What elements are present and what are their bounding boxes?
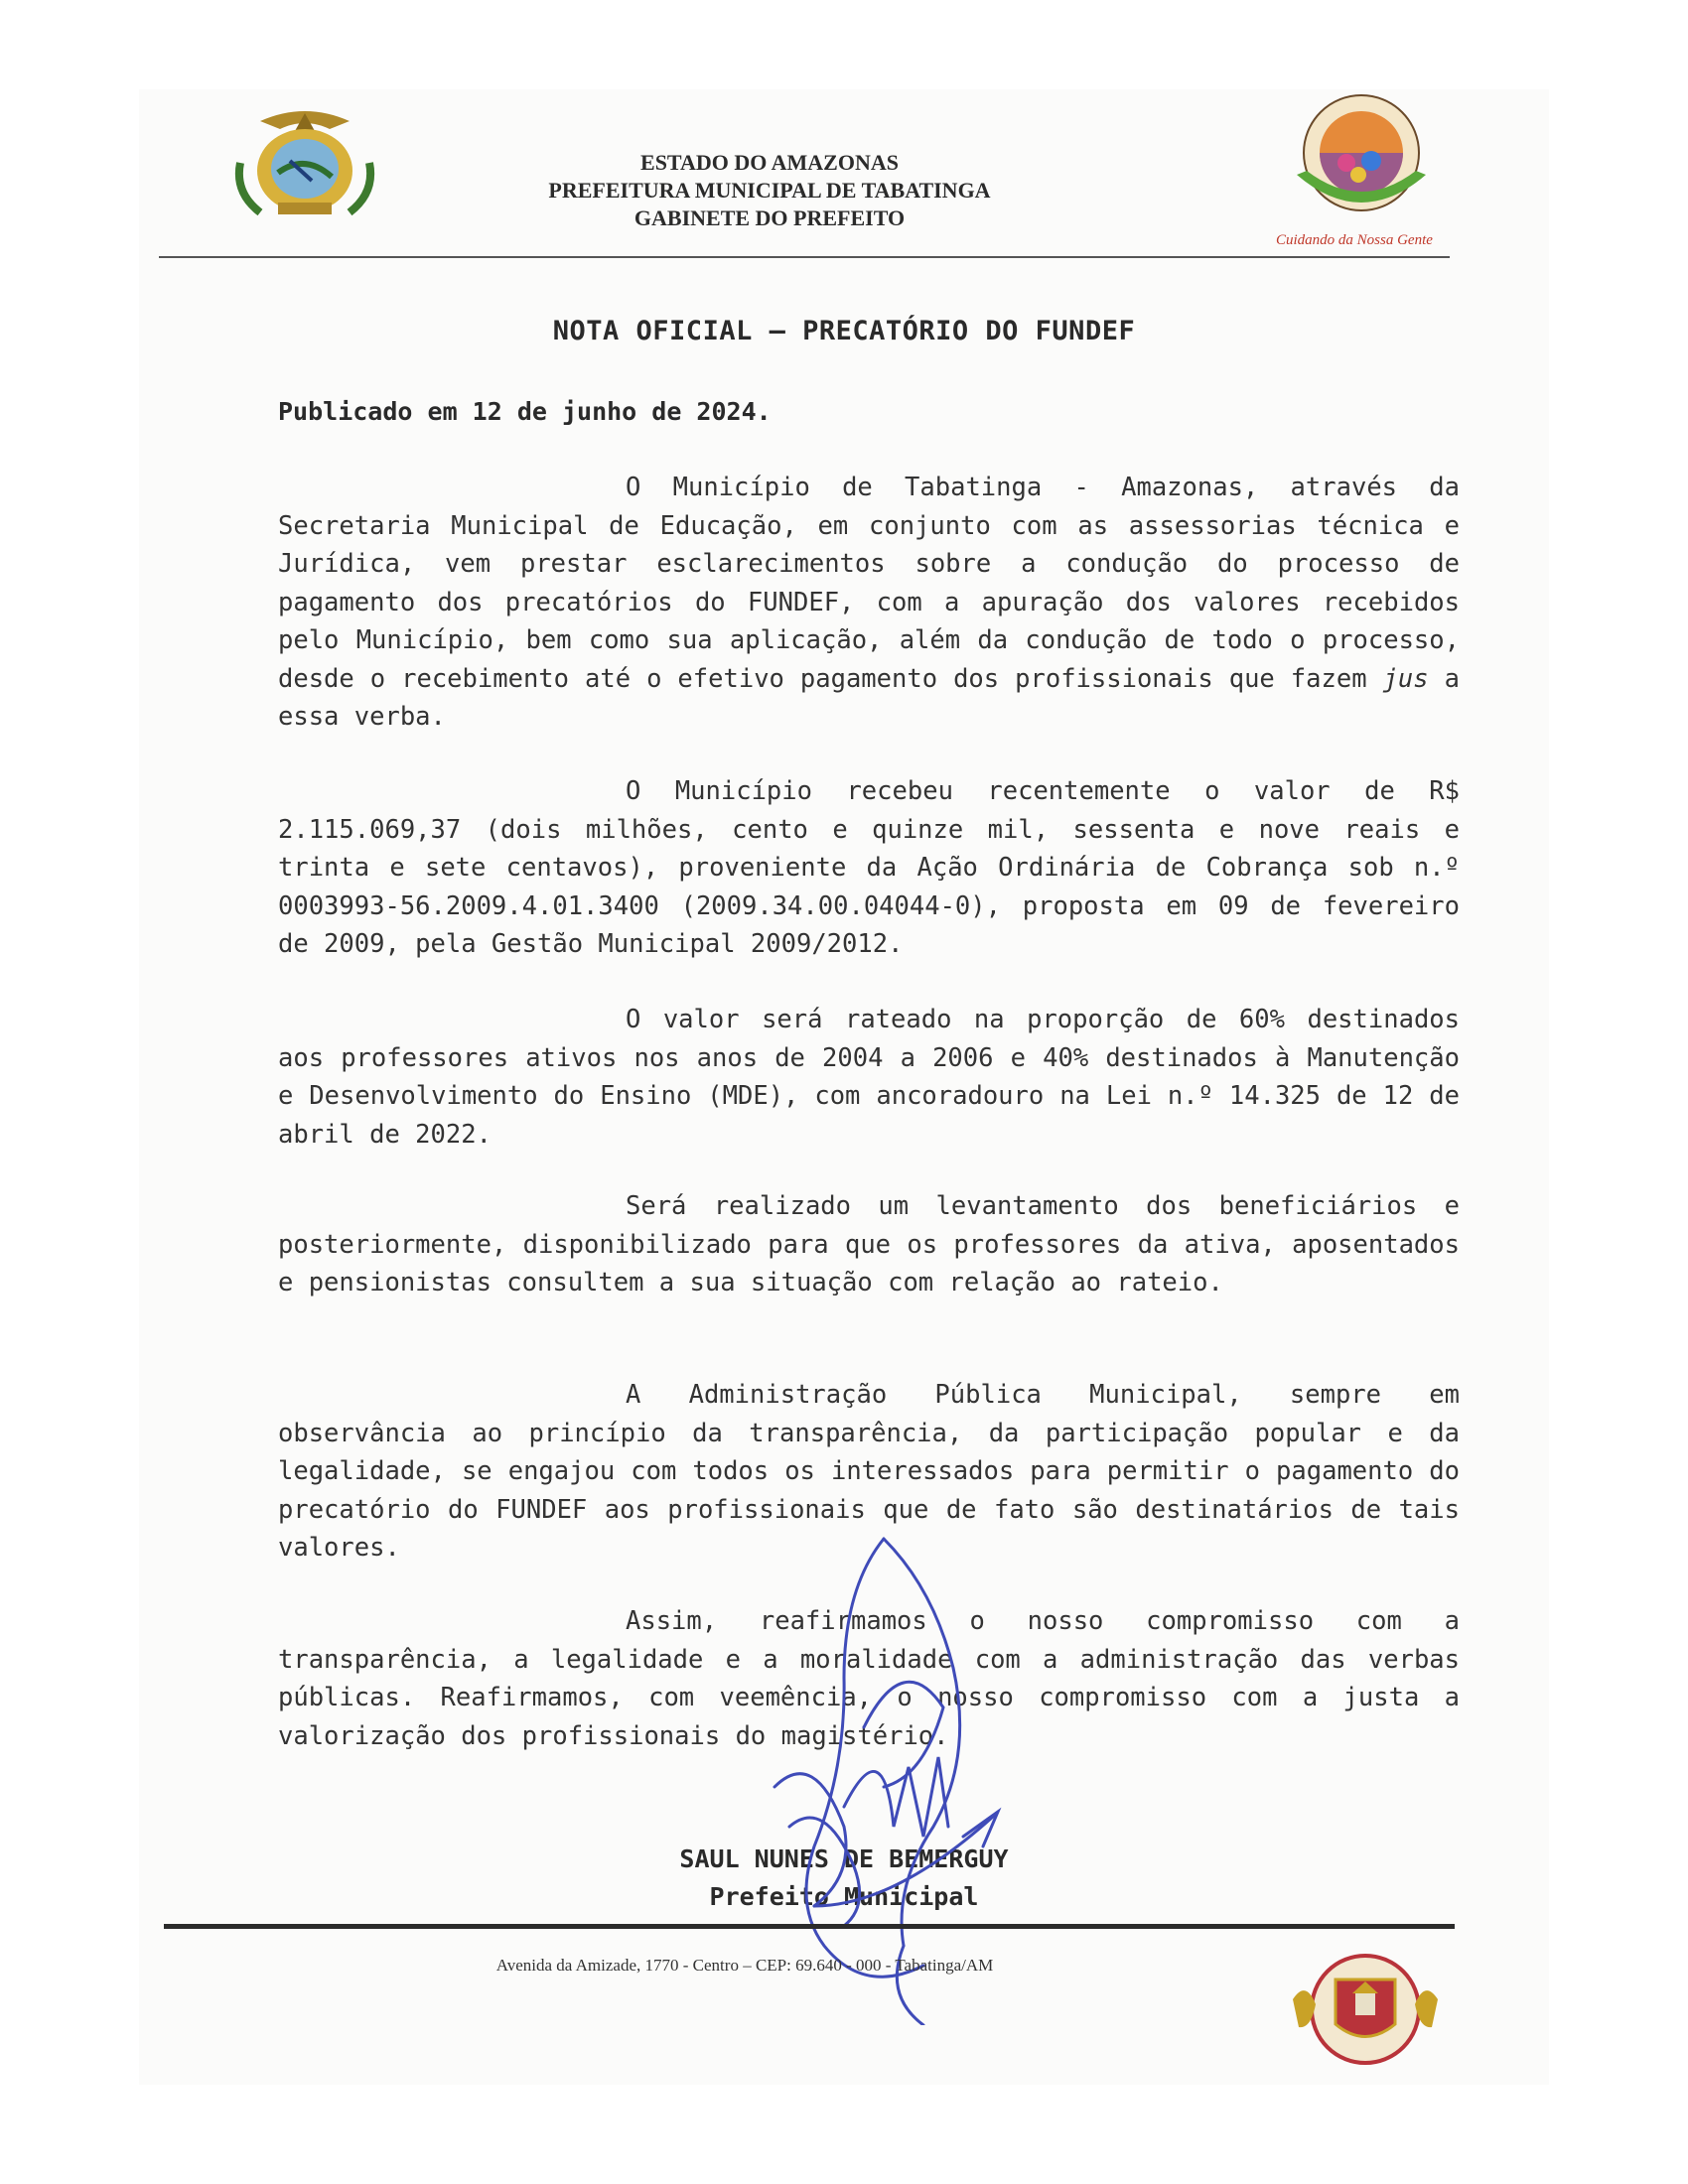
paragraph-3: O valor será rateado na proporção de 60% destinados aos professores ativos nos anos de 2004 a 2006 e 40% destinados à Manutenção e Desenvolvimento do Ensino (MDE), com ancoradouro na Lei n.º 14.325 de 12 de abril de 2022. <box>278 1005 1460 1150</box>
office-name: GABINETE DO PREFEITO <box>633 205 906 230</box>
handwritten-signature <box>695 1529 1053 2029</box>
paragraph-6: Assim, reafirmamos o nosso compromisso com a transparência, a legalidade e a moralidade com a administração das verbas públicas. Reafirmamos, com veemência, o nosso compromisso com a justa a valorização dos profissionais do magistério. <box>278 1606 1460 1751</box>
footer-divider <box>164 1924 1455 1929</box>
state-name: ESTADO DO AMAZONAS <box>640 150 899 175</box>
letterhead <box>447 149 1092 232</box>
paragraph-5: A Administração Pública Municipal, sempre em observância ao princípio da transparência, da participação popular e da legalidade, se engajou com todos os interessados para permitir o pagamento do precatório do FUNDEF aos profissionais que de fato são destinatários de tais valores. <box>278 1380 1460 1563</box>
paragraph-1 <box>278 469 1460 737</box>
header-divider <box>159 256 1450 258</box>
paragraph-1-text: O Município de Tabatinga - Amazonas, através da Secretaria Municipal de Educação, em conjunto com as assessorias técnica e Jurídica, vem prestar esclarecimentos sobre a condução do processo de pagamento dos precatórios do FUNDEF, com a apuração dos valores recebidos pelo Município, bem como sua aplicação, além da condução de todo o processo, desde o recebimento até o efetivo pagamento dos profissionais que fazem <box>278 473 1460 694</box>
paragraph-2: O Município recebeu recentemente o valor de R$ 2.115.069,37 (dois milhões, cento e quinze mil, sessenta e nove reais e trinta e sete centavos), proveniente da Ação Ordinária de Cobrança sob n.º 0003993-56.2009.4.01.3400 (2009.34.00.04044-0), proposta em 09 de fevereiro de 2009, pela Gestão Municipal 2009/2012. <box>278 776 1460 959</box>
signatory-role: Prefeito Municipal <box>709 1882 979 1911</box>
paragraph-4: Será realizado um levantamento dos beneficiários e posteriormente, disponibilizado para que os professores da ativa, aposentados e pensionistas consultem a sua situação com relação ao rateio. <box>278 1191 1460 1297</box>
tabatinga-municipal-crest-icon <box>1281 1950 1450 2069</box>
signatory-name: SAUL NUNES DE BEMERGUY <box>679 1844 1009 1873</box>
prefecture-name: PREFEITURA MUNICIPAL DE TABATINGA <box>548 178 991 203</box>
publication-date: Publicado em 12 de junho de 2024. <box>278 397 772 426</box>
tabatinga-prefeitura-seal-icon <box>1277 91 1446 230</box>
footer-address: Avenida da Amizade, 1770 - Centro – CEP: 69.640 - 000 - Tabatinga/AM <box>495 1956 994 1975</box>
page-title: NOTA OFICIAL – PRECATÓRIO DO FUNDEF <box>552 316 1136 346</box>
paragraph-1-end: a essa verba. <box>278 663 1460 732</box>
amazonas-coat-of-arms-icon <box>220 103 389 220</box>
prefeitura-motto: Cuidando da Nossa Gente <box>1276 232 1433 248</box>
paragraph-1-italic: jus <box>1382 663 1429 694</box>
